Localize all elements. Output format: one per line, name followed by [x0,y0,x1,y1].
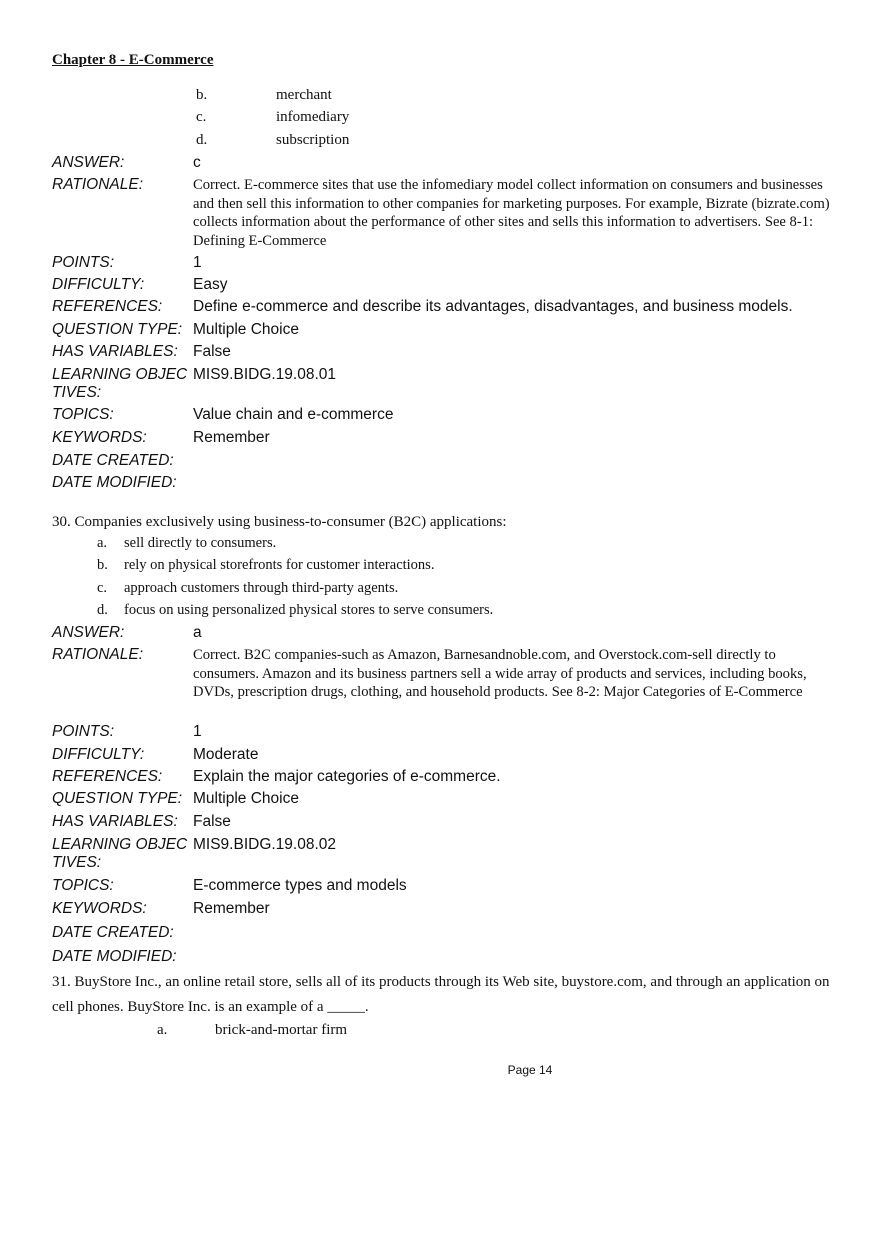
answer-label: ANSWER: [52,154,125,171]
answer-value: c [193,154,201,171]
option-letter: a. [97,535,108,551]
topics-value: E-commerce types and models [193,877,407,894]
option-text: infomediary [276,109,350,125]
difficulty-label: DIFFICULTY: [52,746,145,763]
option-text: subscription [276,132,350,148]
has-variables-label: HAS VARIABLES: [52,343,178,360]
option-text: focus on using personalized physical stores to serve consumers. [124,602,494,618]
has-variables-value: False [193,343,231,360]
option-text: merchant [276,87,332,103]
option-letter: b. [97,557,108,573]
chapter-header: Chapter 8 - E-Commerce [52,52,214,68]
learning-objectives-value: MIS9.BIDG.19.08.02 [193,836,337,853]
option-text: brick-and-mortar firm [215,1022,348,1038]
points-label: POINTS: [52,723,115,740]
rationale-label: RATIONALE: [52,176,144,193]
page-number: Page 14 [507,1063,553,1077]
keywords-value: Remember [193,900,270,917]
topics-value: Value chain and e-commerce [193,406,394,423]
question-type-label: QUESTION TYPE: [52,790,183,807]
topics-label: TOPICS: [52,877,114,894]
date-modified-label: DATE MODIFIED: [52,474,177,491]
references-label: REFERENCES: [52,768,163,785]
has-variables-label: HAS VARIABLES: [52,813,178,830]
question-type-value: Multiple Choice [193,790,299,807]
option-letter: c. [196,109,207,125]
difficulty-label: DIFFICULTY: [52,276,145,293]
learning-objectives-value: MIS9.BIDG.19.08.01 [193,366,337,383]
option-letter: c. [97,580,108,596]
option-letter: d. [97,602,108,618]
references-value: Define e-commerce and describe its advantages, disadvantages, and business models. [193,298,793,315]
references-label: REFERENCES: [52,298,163,315]
question-stem: 30. Companies exclusively using business-to-consumer (B2C) applications: [52,514,507,530]
keywords-label: KEYWORDS: [52,429,147,446]
answer-label: ANSWER: [52,624,125,641]
references-value: Explain the major categories of e-commerce. [193,768,501,785]
topics-label: TOPICS: [52,406,114,423]
question-type-value: Multiple Choice [193,321,299,338]
has-variables-value: False [193,813,231,830]
option-text: approach customers through third-party agents. [124,580,399,596]
points-value: 1 [193,723,202,740]
answer-value: a [193,624,202,641]
rationale-text: Correct. B2C companies-such as Amazon, Barnesandnoble.com, and Overstock.com-sell directly to consumers. Amazon and its business partners sell a wide array of products and services, including books, DVDs, prescription drugs, clothing, and household products. See 8-2: Major Categories of E-Commerce [193,647,807,700]
question-type-label: QUESTION TYPE: [52,321,183,338]
option-letter: a. [157,1022,168,1038]
difficulty-value: Easy [193,276,228,293]
question-stem: 31. BuyStore Inc., an online retail store, sells all of its products through its Web site, buystore.com, and through an application on cell phones. BuyStore Inc. is an example of a _____. [52,974,830,1015]
difficulty-value: Moderate [193,746,259,763]
option-letter: d. [196,132,208,148]
date-modified-label: DATE MODIFIED: [52,948,177,965]
rationale-label: RATIONALE: [52,646,144,663]
rationale-text: Correct. E-commerce sites that use the infomediary model collect information on consumers and businesses and then sell this information to other companies for marketing purposes. For example, Bizrate (bizrate.com) collects information about the performance of other sites and sells this information to advertisers. See 8-1: Defining E-Commerce [193,177,830,249]
date-created-label: DATE CREATED: [52,452,174,469]
points-value: 1 [193,254,202,271]
keywords-label: KEYWORDS: [52,900,147,917]
option-letter: b. [196,87,208,103]
option-text: sell directly to consumers. [124,535,277,551]
learning-objectives-label: LEARNING OBJECTIVES: [52,836,188,871]
learning-objectives-label: LEARNING OBJECTIVES: [52,366,188,401]
points-label: POINTS: [52,254,115,271]
keywords-value: Remember [193,429,270,446]
date-created-label: DATE CREATED: [52,924,174,941]
option-text: rely on physical storefronts for customer interactions. [124,557,435,573]
